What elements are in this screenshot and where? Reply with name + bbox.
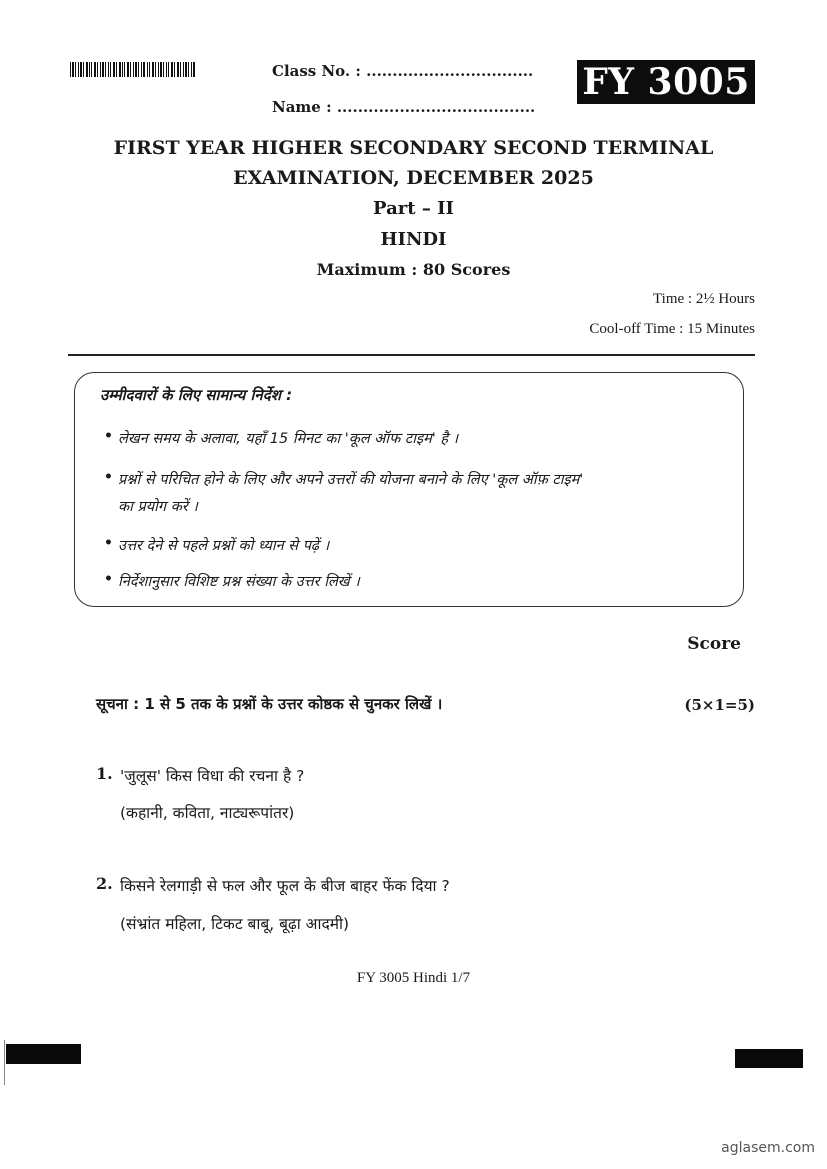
page-footer: FY 3005 Hindi 1/7 xyxy=(356,970,471,986)
max-scores: Maximum : 80 Scores xyxy=(316,260,511,279)
registration-mark-right xyxy=(735,1049,803,1068)
instruction-item: प्रश्नों से परिचित होने के लिए और अपने उत्तरों की योजना बनाने के लिए 'कूल ऑफ़ टाइम' xyxy=(118,472,584,488)
watermark: aglasem.com xyxy=(721,1140,815,1156)
instruction-item: निर्देशानुसार विशिष्ट प्रश्न संख्या के उत्तर लिखें । xyxy=(118,574,360,590)
cool-off-time: Cool-off Time : 15 Minutes xyxy=(589,321,755,337)
bullet-icon: • xyxy=(104,535,113,551)
section-notice: सूचना : 1 से 5 तक के प्रश्नों के उत्तर कोष्ठक से चुनकर लिखें । xyxy=(96,695,443,713)
bullet-icon: • xyxy=(104,469,113,485)
class-no-field: Class No. : ................................ xyxy=(272,62,534,80)
section-marks: (5×1=5) xyxy=(684,696,755,714)
exam-title-line1: FIRST YEAR HIGHER SECONDARY SECOND TERMINAL xyxy=(113,137,714,159)
registration-mark-left xyxy=(6,1044,81,1064)
exam-title-line2: EXAMINATION, DECEMBER 2025 xyxy=(233,167,594,189)
question-text: 'जुलूस' किस विधा की रचना है ? xyxy=(120,767,305,785)
time-allowed: Time : 2½ Hours xyxy=(653,291,755,307)
exam-part: Part – II xyxy=(373,198,454,219)
divider xyxy=(68,354,755,356)
question-options: (संभ्रांत महिला, टिकट बाबू, बूढ़ा आदमी) xyxy=(120,915,350,933)
barcode xyxy=(70,62,195,77)
question-number: 2. xyxy=(96,874,113,893)
question-number: 1. xyxy=(96,764,113,783)
instruction-item-cont: का प्रयोग करें । xyxy=(118,499,198,515)
name-field: Name : ...................................... xyxy=(272,98,536,116)
bullet-icon: • xyxy=(104,428,113,444)
paper-code: FY 3005 xyxy=(577,60,755,104)
question-options: (कहानी, कविता, नाट्यरूपांतर) xyxy=(120,804,295,822)
instruction-item: लेखन समय के अलावा, यहाँ 15 मिनट का 'कूल ऑफ टाइम' है । xyxy=(118,431,459,447)
exam-subject: HINDI xyxy=(380,229,447,250)
score-label: Score xyxy=(687,634,741,654)
scan-edge xyxy=(4,1040,5,1085)
bullet-icon: • xyxy=(104,571,113,587)
instruction-item: उत्तर देने से पहले प्रश्नों को ध्यान से पढ़ें । xyxy=(118,538,330,554)
question-text: किसने रेलगाड़ी से फल और फूल के बीज बाहर फेंक दिया ? xyxy=(120,877,450,895)
instructions-title: उम्मीदवारों के लिए सामान्य निर्देश : xyxy=(100,386,293,404)
